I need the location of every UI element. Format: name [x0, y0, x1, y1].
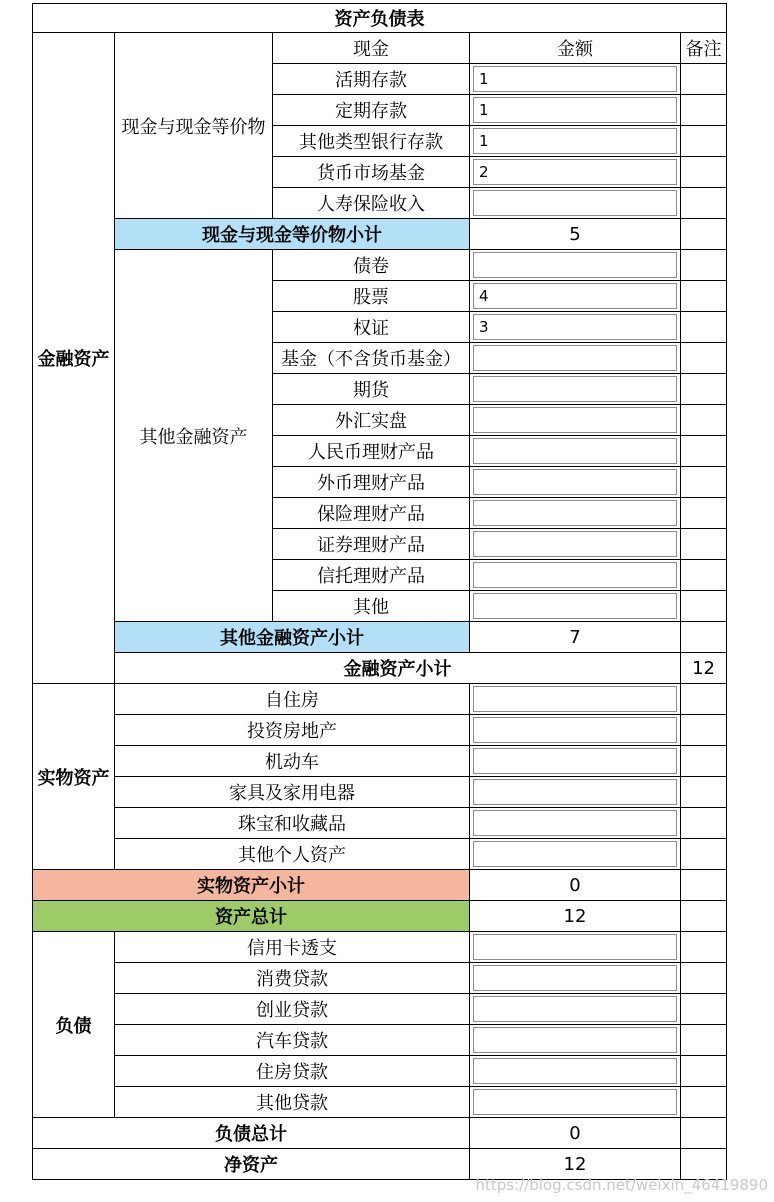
note-cell	[681, 219, 727, 250]
amount-input[interactable]	[473, 748, 677, 774]
amount-input[interactable]	[473, 407, 677, 433]
amount-input[interactable]	[473, 345, 677, 371]
item-label: 股票	[273, 281, 470, 312]
amount-input[interactable]: 1	[473, 128, 677, 154]
amount-input[interactable]	[473, 593, 677, 619]
item-label: 保险理财产品	[273, 498, 470, 529]
amount-input[interactable]	[473, 841, 677, 867]
amount-input[interactable]	[473, 810, 677, 836]
note-header: 备注	[681, 33, 727, 64]
note-cell	[681, 994, 727, 1025]
item-label: 证券理财产品	[273, 529, 470, 560]
item-label: 家具及家用电器	[115, 777, 470, 808]
amount-input[interactable]	[473, 934, 677, 960]
note-cell	[681, 1118, 727, 1149]
note-cell	[681, 746, 727, 777]
item-label: 其他贷款	[115, 1087, 470, 1118]
note-cell	[681, 498, 727, 529]
note-cell	[681, 250, 727, 281]
item-label: 信托理财产品	[273, 560, 470, 591]
amount-input[interactable]	[473, 779, 677, 805]
table-title: 资产负债表	[33, 4, 727, 33]
item-label: 外币理财产品	[273, 467, 470, 498]
note-cell	[681, 1056, 727, 1087]
other-financial-subtotal-value: 7	[470, 622, 681, 653]
amount-input[interactable]	[473, 376, 677, 402]
item-label: 住房贷款	[115, 1056, 470, 1087]
note-cell	[681, 715, 727, 746]
item-label: 人寿保险收入	[273, 188, 470, 219]
amount-input[interactable]	[473, 965, 677, 991]
note-cell	[681, 1025, 727, 1056]
liabilities-total-label: 负债总计	[33, 1118, 470, 1149]
note-cell	[681, 901, 727, 932]
amount-input[interactable]	[473, 562, 677, 588]
item-label: 自住房	[115, 684, 470, 715]
amount-input[interactable]	[473, 438, 677, 464]
item-label: 其他个人资产	[115, 839, 470, 870]
amount-input[interactable]	[473, 1089, 677, 1115]
item-label: 权证	[273, 312, 470, 343]
note-cell	[681, 839, 727, 870]
cash-subtotal-label: 现金与现金等价物小计	[115, 219, 470, 250]
item-label: 外汇实盘	[273, 405, 470, 436]
item-label: 期货	[273, 374, 470, 405]
amount-input[interactable]	[473, 1027, 677, 1053]
note-cell	[681, 1087, 727, 1118]
item-label: 其他	[273, 591, 470, 622]
note-cell	[681, 684, 727, 715]
amount-header: 金额	[470, 33, 681, 64]
note-cell	[681, 963, 727, 994]
item-label: 创业贷款	[115, 994, 470, 1025]
amount-input[interactable]	[473, 1058, 677, 1084]
item-label: 定期存款	[273, 95, 470, 126]
note-cell	[681, 343, 727, 374]
item-label: 珠宝和收藏品	[115, 808, 470, 839]
assets-total-value: 12	[470, 901, 681, 932]
item-label: 货币市场基金	[273, 157, 470, 188]
balance-sheet-table	[32, 3, 727, 1180]
note-cell	[681, 374, 727, 405]
note-cell	[681, 560, 727, 591]
liabilities-label: 负债	[33, 932, 115, 1118]
financial-subtotal-label: 金融资产小计	[115, 653, 681, 684]
item-label: 信用卡透支	[115, 932, 470, 963]
item-label: 人民币理财产品	[273, 436, 470, 467]
note-cell	[681, 622, 727, 653]
note-cell	[681, 808, 727, 839]
note-cell	[681, 405, 727, 436]
other-financial-group-label: 其他金融资产	[115, 250, 273, 622]
amount-input[interactable]: 2	[473, 159, 677, 185]
amount-input[interactable]	[473, 190, 677, 216]
cash-header: 现金	[273, 33, 470, 64]
amount-input[interactable]: 1	[473, 66, 677, 92]
amount-input[interactable]	[473, 500, 677, 526]
note-cell	[681, 95, 727, 126]
item-label: 消费贷款	[115, 963, 470, 994]
amount-input[interactable]	[473, 717, 677, 743]
financial-assets-label: 金融资产	[33, 33, 115, 684]
item-label: 基金（不含货币基金）	[273, 343, 470, 374]
item-label: 债卷	[273, 250, 470, 281]
net-assets-label: 净资产	[33, 1149, 470, 1180]
amount-input[interactable]: 4	[473, 283, 677, 309]
note-cell	[681, 1149, 727, 1180]
amount-input[interactable]	[473, 996, 677, 1022]
physical-subtotal-value: 0	[470, 870, 681, 901]
watermark: https://blog.csdn.net/weixin_46419890	[475, 1176, 768, 1194]
item-label: 活期存款	[273, 64, 470, 95]
cash-subtotal-value: 5	[470, 219, 681, 250]
physical-assets-label: 实物资产	[33, 684, 115, 870]
note-cell	[681, 932, 727, 963]
other-financial-subtotal-label: 其他金融资产小计	[115, 622, 470, 653]
amount-input[interactable]: 1	[473, 97, 677, 123]
liabilities-total-value: 0	[470, 1118, 681, 1149]
item-label: 其他类型银行存款	[273, 126, 470, 157]
amount-input[interactable]: 3	[473, 314, 677, 340]
note-cell	[681, 467, 727, 498]
item-label: 机动车	[115, 746, 470, 777]
assets-total-label: 资产总计	[33, 901, 470, 932]
financial-subtotal-value: 12	[681, 653, 727, 684]
amount-input[interactable]	[473, 469, 677, 495]
physical-subtotal-label: 实物资产小计	[33, 870, 470, 901]
item-label: 汽车贷款	[115, 1025, 470, 1056]
amount-input[interactable]	[473, 686, 677, 712]
note-cell	[681, 126, 727, 157]
note-cell	[681, 188, 727, 219]
note-cell	[681, 64, 727, 95]
note-cell	[681, 312, 727, 343]
note-cell	[681, 157, 727, 188]
amount-input[interactable]	[473, 252, 677, 278]
note-cell	[681, 436, 727, 467]
note-cell	[681, 529, 727, 560]
item-label: 投资房地产	[115, 715, 470, 746]
note-cell	[681, 870, 727, 901]
note-cell	[681, 281, 727, 312]
amount-input[interactable]	[473, 531, 677, 557]
cash-group-label: 现金与现金等价物	[115, 33, 273, 219]
note-cell	[681, 777, 727, 808]
note-cell	[681, 591, 727, 622]
net-assets-value: 12	[470, 1149, 681, 1180]
